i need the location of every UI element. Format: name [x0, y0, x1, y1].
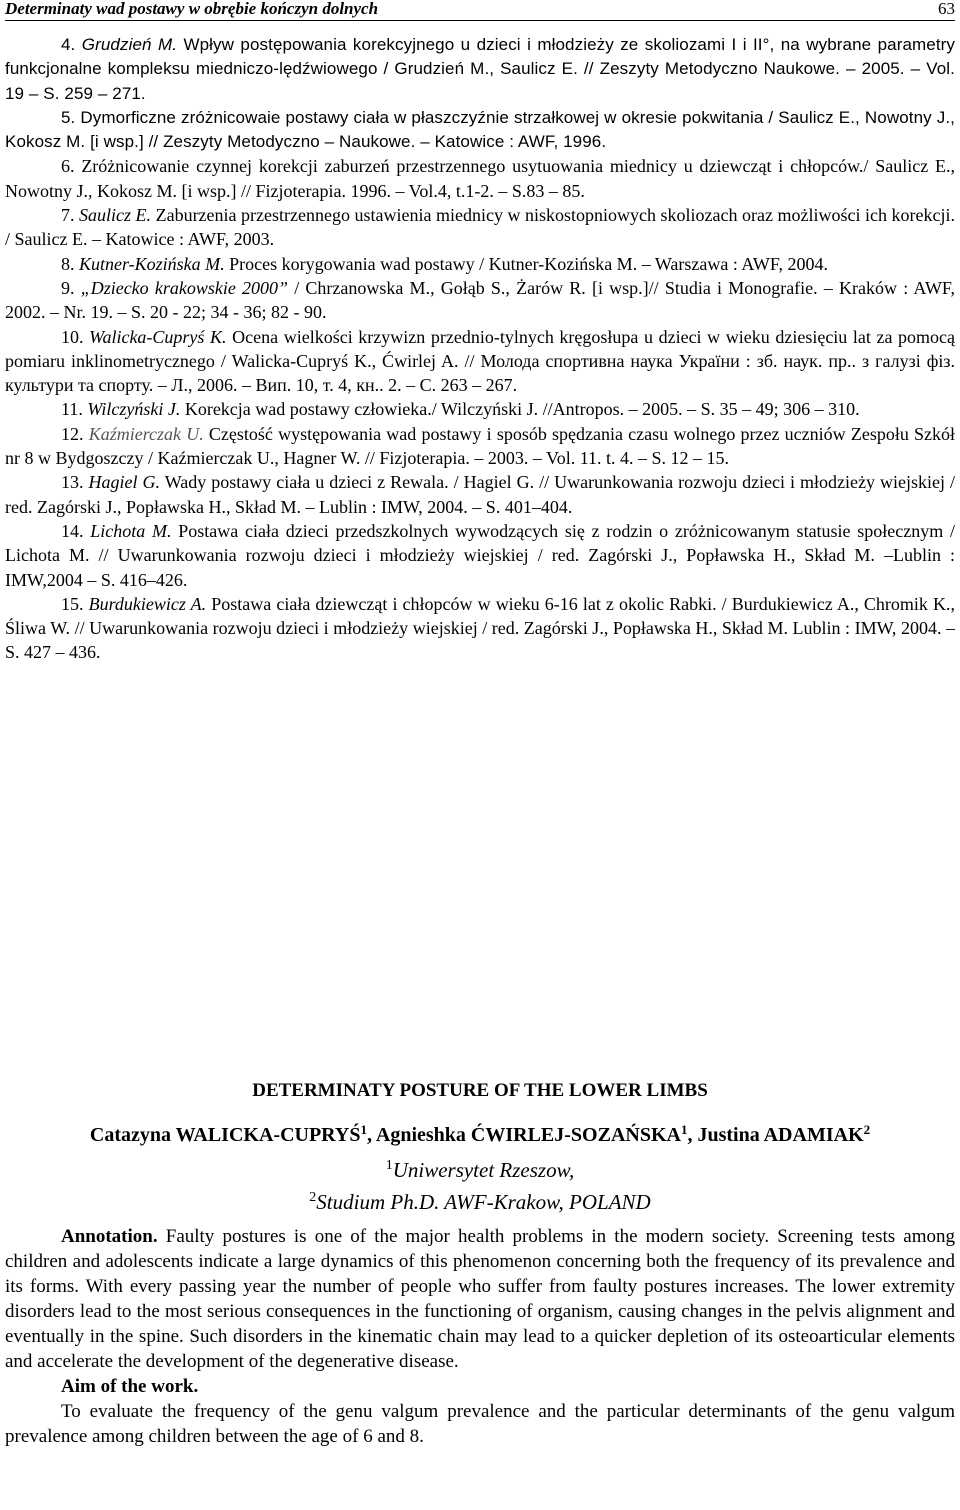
reference-text: Postawa ciała dziewcząt i chłopców w wieku 6-16 lat z okolic Rabki. / Burdukiewicz A., Chromik K., Śliwa W. // Uwarunkowania rozwoju dzieci i młodzieży wiejskiej / red. Zagórski J., Popławska H., Skład M. Lublin : IMW, 2004. – S. 427 – 436.: [5, 593, 956, 663]
reference-author: Kutner-Kozińska M.: [79, 253, 225, 274]
reference-number: 4.: [61, 35, 76, 54]
reference-item: [5, 276, 955, 325]
reference-number: 9.: [61, 277, 75, 298]
reference-text: Korekcja wad postawy człowieka./ Wilczyński J. //Antropos. – 2005. – S. 35 – 49; 306 – 310.: [184, 399, 860, 420]
reference-text: Wpływ postępowania korekcyjnego u dzieci i młodzieży ze skoliozami I i II°, na wybrane parametry funkcjonalne kompleksu miedniczo-lędźwiowego / Grudzień M., Saulicz E. // Zeszyty Metodyczno Naukowe. – 2005. – Vol. 19 – S. 259 – 271.: [5, 35, 956, 103]
reference-author: Saulicz E.: [79, 205, 152, 226]
reference-text: Wady postawy ciała u dzieci z Rewala. / Hagiel G. // Uwarunkowania rozwoju dzieci i młodzieży wiejskiej / red. Zagórski J., Popławska H., Skład M. – Lublin : IMW, 2004. – S. 401–404.: [5, 472, 956, 517]
affiliation-mark: 1: [360, 1122, 367, 1137]
author-name: Agnieshka ĆWIRLEJ-SOZAŃSKA: [375, 1124, 681, 1146]
affiliation-1: [0, 1153, 960, 1183]
reference-text: Częstość występowania wad postawy i sposób spędzania czasu wolnego przez uczniów Zespołu Szkół nr 8 w Bydgoszczy / Kaźmierczak U., Hagner W. // Fizjoterapia. – 2003. – Vol. 11. t. 4. – S. 12 – 15.: [5, 423, 956, 469]
reference-author: Burdukiewicz A.: [88, 593, 207, 614]
reference-item: [5, 470, 955, 519]
running-header: [5, 0, 955, 21]
reference-item: [5, 592, 955, 665]
reference-item: [5, 325, 955, 398]
reference-item: [5, 106, 955, 155]
reference-number: 10.: [61, 326, 84, 347]
reference-number: 15.: [61, 593, 84, 614]
affiliation-mark: 1: [385, 1158, 393, 1173]
affiliation-mark: 2: [863, 1122, 871, 1137]
reference-author: Walicka-Cupryś K.: [89, 326, 227, 347]
author-name: Justina ADAMIAK: [697, 1124, 864, 1146]
reference-number: 5.: [61, 107, 76, 127]
english-title: DETERMINATY POSTURE OF THE LOWER LIMBS: [252, 1080, 708, 1101]
reference-item: [5, 203, 955, 252]
reference-item: [5, 397, 955, 421]
reference-author: Lichota M.: [90, 520, 172, 541]
reference-item: [5, 154, 955, 203]
reference-author: Wilczyński J.: [87, 399, 181, 420]
running-title: Determinaty wad postawy w obrębie kończyn dolnych: [5, 0, 379, 18]
annotation-label: Annotation.: [61, 1226, 158, 1247]
reference-author: Grudzień M.: [81, 35, 178, 54]
affiliation-mark: 1: [680, 1122, 688, 1137]
reference-author: Hagiel G.: [88, 472, 161, 493]
aim-label: Aim of the work.: [61, 1376, 199, 1397]
affiliation-text: Studium Ph.D. AWF-Krakow, POLAND: [316, 1190, 651, 1214]
annotation-text: Faulty postures is one of the major health problems in the modern society. Screening tests among children and adolescents indicate a large dynamics of this phenomenon concerning both the frequency of its prevalence and its forms. With every passing year the number of people who suffer from faulty postures increases. The lower extremity disorders lead to the most serious consequences in the functioning of organism, causing changes in the pelvis alignment and eventually in the spine. Such disorders in the kinematic chain may lead to a quicker depletion of its osteoarticular elements and accelerate the development of the degenerative disease.: [5, 1226, 956, 1372]
reference-item: [5, 422, 955, 471]
page-number: 63: [938, 0, 955, 18]
reference-number: 7.: [61, 205, 75, 226]
reference-list: [5, 33, 955, 665]
author-name: Catazyna WALICKA-CUPRYŚ: [89, 1124, 361, 1146]
reference-text: / Chrzanowska M., Gołąb S., Żarów R. [i wsp.]// Studia i Monografie. – Kraków : AWF, 2002. – Nr. 19. – S. 20 - 22; 34 - 36; 82 - 90.: [5, 277, 956, 323]
reference-number: 8.: [61, 253, 75, 274]
reference-text: Zaburzenia przestrzennego ustawienia miednicy w niskostopniowych skoliozach oraz możliwości ich korekcji. / Saulicz E. – Katowice : AWF, 2003.: [5, 205, 956, 250]
aim-heading-paragraph: [5, 1374, 955, 1399]
reference-text: Ocena wielkości krzywizn przednio-tylnych kręgosłupa u dzieci w wieku dziesięciu lat za pomocą pomiaru inklinometrycznego / Walicka-Cupryś K., Ćwirlej A. // Молода спортивна наука України : зб. наук. пр.. з галузі фіз. культури та спорту. – Л., 2006. – Вип. 10, т. 4, кн.. 2. – С. 263 – 267.: [5, 326, 956, 396]
reference-text: Postawa ciała dzieci przedszkolnych wywodzących się z rodzin o zróżnicowanym statusie społecznym / Lichota M. // Uwarunkowania rozwoju dzieci i młodzieży wiejskiej / red. Zagórski J., Popławska H., Skład M. –Lublin : IMW,2004 – S. 416–426.: [5, 520, 956, 590]
reference-number: 11.: [61, 399, 83, 420]
aim-paragraph: [5, 1399, 955, 1449]
annotation-paragraph: [5, 1224, 955, 1374]
reference-text: Dymorficzne zróżnicowaie postawy ciała w płaszczyźnie strzałkowej w okresie pokwitania / Saulicz E., Nowotny J., Kokosz M. [i wsp.] // Zeszyty Metodyczno – Naukowe. – Katowice : AWF, 1996.: [5, 107, 955, 152]
affiliation-text: Uniwersytet Rzeszow,: [392, 1158, 575, 1182]
affiliation-mark: 2: [309, 1190, 317, 1205]
reference-author: „Dziecko krakowskie 2000”: [80, 277, 289, 298]
reference-author: Kaźmierczak U.: [88, 423, 204, 444]
reference-item: [5, 519, 955, 592]
reference-number: 13.: [61, 472, 84, 493]
reference-item: [5, 33, 955, 106]
reference-number: 6.: [61, 156, 75, 177]
reference-text: Proces korygowania wad postawy / Kutner-Kozińska M. – Warszawa : AWF, 2004.: [229, 253, 828, 274]
affiliation-2: [0, 1185, 960, 1215]
reference-number: 14.: [61, 520, 84, 541]
reference-number: 12.: [61, 423, 84, 444]
reference-item: [5, 252, 955, 276]
reference-text: Zróżnicowanie czynnej korekcji zaburzeń przestrzennego usytuowania miednicy u dziewcząt i chłopców./ Saulicz E., Nowotny J., Kokosz M. [i wsp.] // Fizjoterapia. 1996. – Vol.4, t.1-2. – S.83 – 85.: [5, 156, 956, 201]
author-line: Catazyna WALICKA-CUPRYŚ$^1$, Agnieshka ĆWIRLEJ-SOZAŃSKA$^1$, Justina ADAMIAK$^2$: [89, 1122, 871, 1146]
abstract: [5, 1224, 955, 1449]
aim-text: To evaluate the frequency of the genu valgum prevalence and the particular determinants of the genu valgum prevalence among children between the age of 6 and 8.: [5, 1401, 955, 1447]
